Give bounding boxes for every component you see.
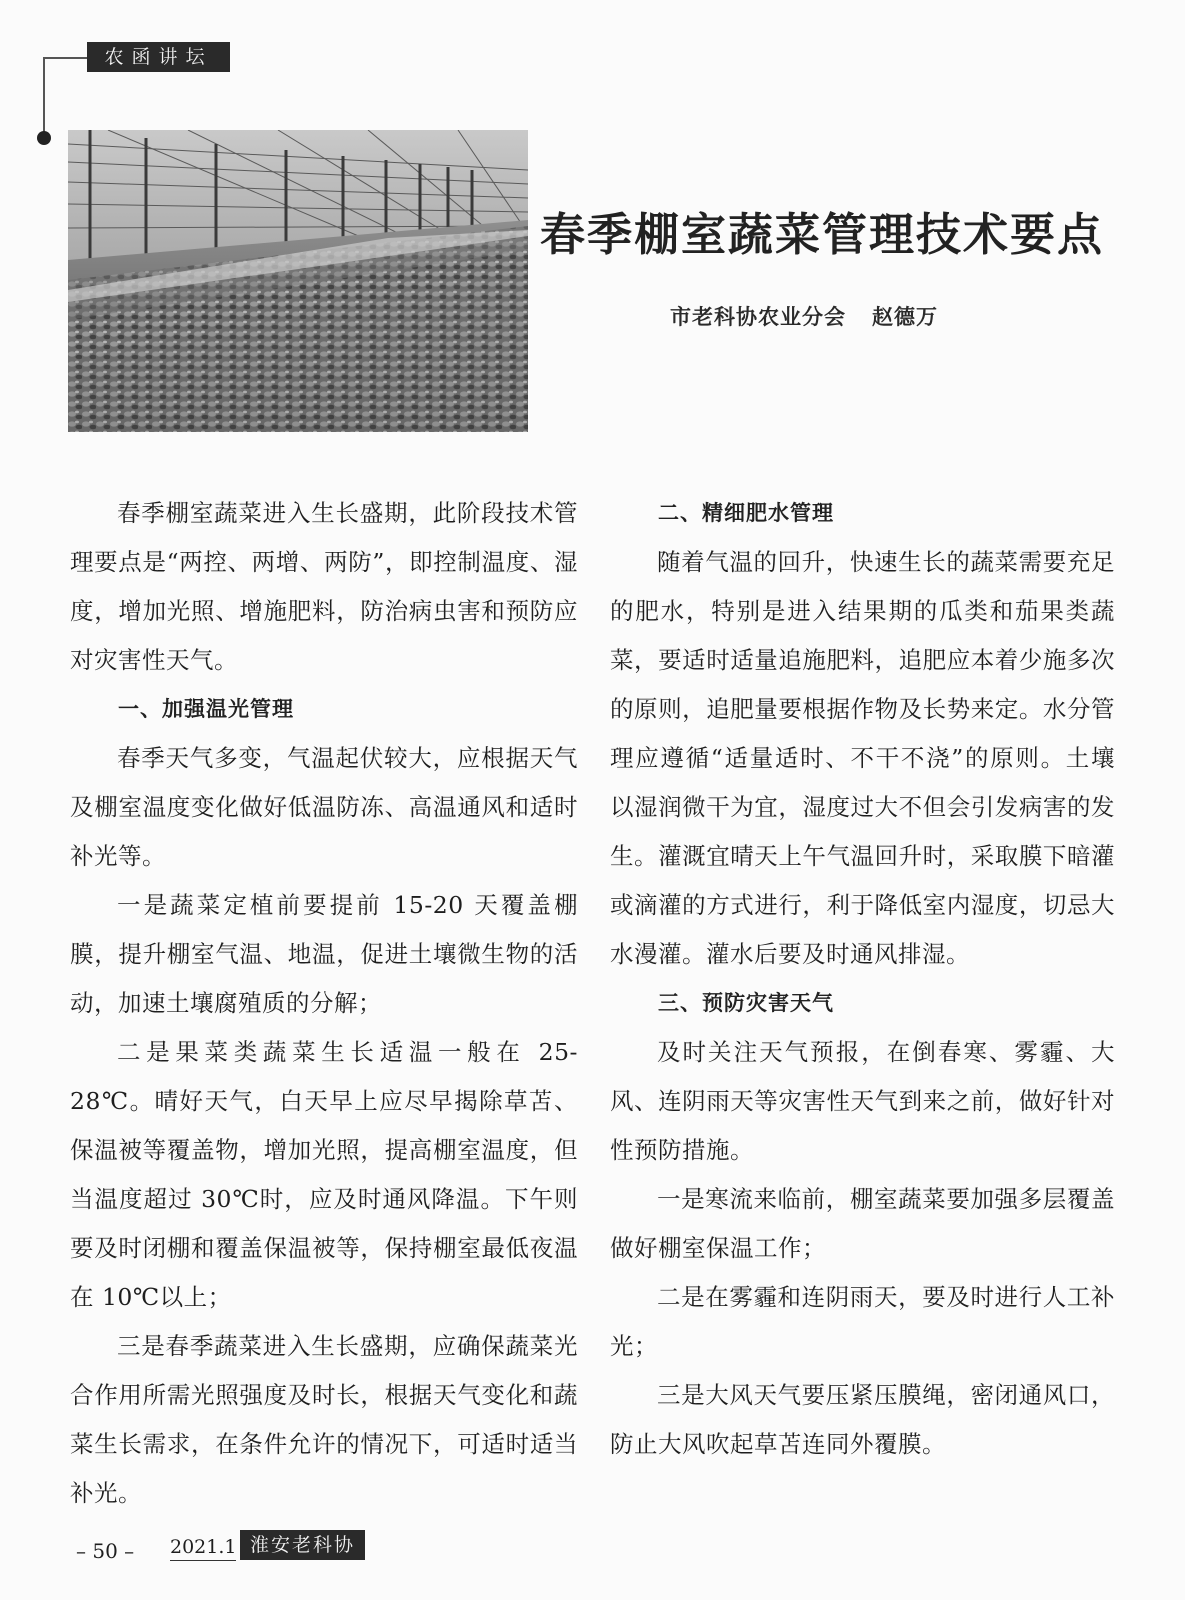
section-heading: 二、精细肥水管理 [658, 501, 834, 525]
body-paragraph: 随着气温的回升，快速生长的蔬菜需要充足的肥水，特别是进入结果期的瓜类和茄果类蔬菜，要适时适量追施肥料，追肥应本着少施多次的原则，追肥量要根据作物及长势来定。水分管理应遵循“适量适时、不干不浇”的原则。土壤以湿润微干为宜，湿度过大不但会引发病害的发生。灌溉宜晴天上午气温回升时，采取膜下暗灌或滴灌的方式进行，利于降低室内湿度，切忌大水漫灌。灌水后要及时通风排湿。 [610, 548, 1115, 968]
body-paragraph: 二是在雾霾和连阴雨天，要及时进行人工补光； [610, 1283, 1115, 1360]
body-paragraph: 及时关注天气预报，在倒春寒、雾霾、大风、连阴雨天等灾害性天气到来之前，做好针对性预防措施。 [610, 1038, 1115, 1164]
magazine-name: 淮安老科协 [240, 1530, 365, 1560]
section-heading: 一、加强温光管理 [118, 697, 294, 721]
body-paragraph: 一是寒流来临前，棚室蔬菜要加强多层覆盖做好棚室保温工作； [610, 1185, 1115, 1262]
page-number: – 50 – [76, 1539, 135, 1563]
body-paragraph: 三是大风天气要压紧压膜绳，密闭通风口，防止大风吹起草苫连同外覆膜。 [610, 1381, 1115, 1458]
body-paragraph: 三是春季蔬菜进入生长盛期，应确保蔬菜光合作用所需光照强度及时长，根据天气变化和蔬菜生长需求，在条件允许的情况下，可适时适当补光。 [70, 1332, 578, 1507]
right-column [610, 489, 1115, 1469]
body-paragraph: 二是果菜类蔬菜生长适温一般在 25-28℃。晴好天气，白天早上应尽早揭除草苫、保温被等覆盖物，增加光照，提高棚室温度，但当温度超过 30℃时，应及时通风降温。下午则要及时闭棚和覆盖保温被等，保持棚室最低夜温在 10℃以上； [70, 1038, 578, 1311]
intro-paragraph: 春季棚室蔬菜进入生长盛期，此阶段技术管理要点是“两控、两增、两防”，即控制温度、湿度，增加光照、增施肥料，防治病虫害和预防应对灾害性天气。 [70, 499, 578, 674]
body-paragraph: 一是蔬菜定植前要提前 15-20 天覆盖棚膜，提升棚室气温、地温，促进土壤微生物的活动，加速土壤腐殖质的分解； [70, 891, 578, 1017]
header-rule-dot [37, 131, 51, 145]
header-rule-horizontal [43, 57, 87, 59]
author-affiliation: 市老科协农业分会 [670, 305, 846, 329]
issue-date: 2021.1 [170, 1534, 236, 1561]
column-tag: 农函讲坛 [87, 42, 230, 72]
author-name: 赵德万 [872, 305, 938, 329]
article-title: 春季棚室蔬菜管理技术要点 [540, 208, 1105, 261]
left-column [70, 489, 578, 1518]
section-heading: 三、预防灾害天气 [658, 991, 834, 1015]
body-paragraph: 春季天气多变，气温起伏较大，应根据天气及棚室温度变化做好低温防冻、高温通风和适时补光等。 [70, 744, 578, 870]
greenhouse-photo [68, 130, 528, 432]
header-rule-vertical [43, 57, 45, 139]
byline [670, 301, 938, 331]
